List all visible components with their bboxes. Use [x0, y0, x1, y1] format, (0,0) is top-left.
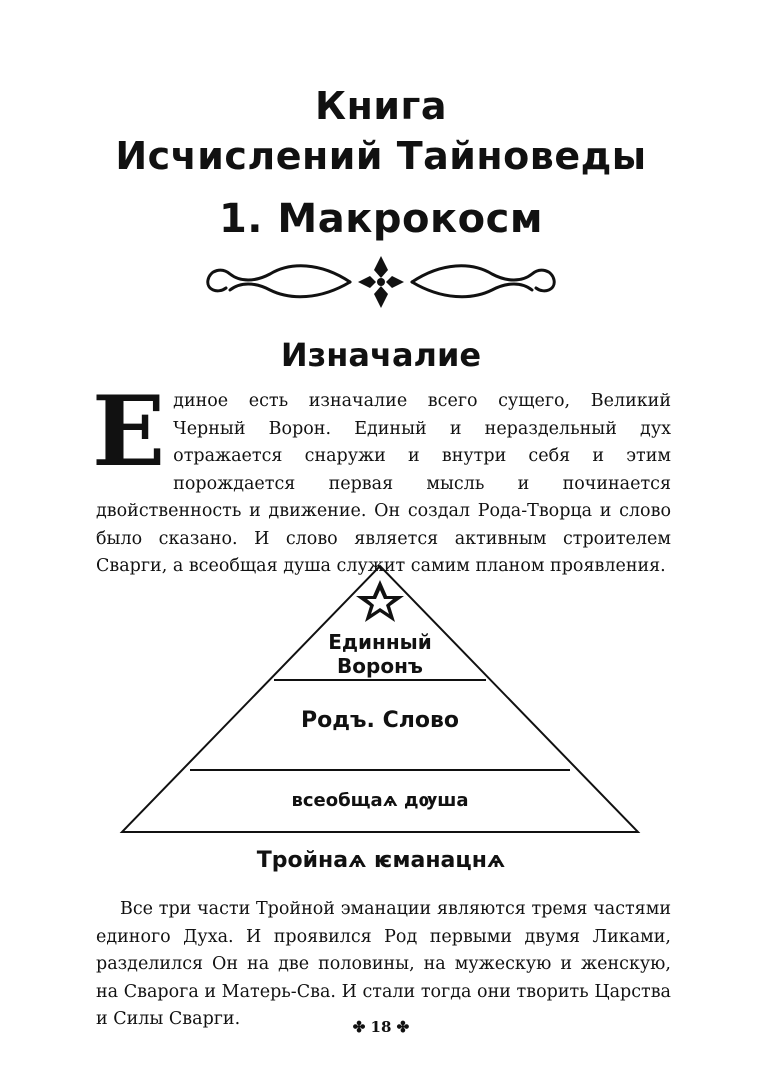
tier-label-top: Единный Воронъ: [328, 630, 432, 678]
closing-paragraph: Все три части Тройной эманации являются тремя частями единого Духа. И проявился Род первыми двумя Ликами, разделился Он на две половины, на мужескую и женскую, на Сварога и Матерь-Сва. И стали тогда они творить Царства и Силы Сварги.: [96, 899, 671, 1029]
tier-label-bottom: всеобщаѧ дѹша: [291, 790, 469, 811]
book-title-line1: Книга: [315, 84, 447, 128]
section-heading: Изначалие: [280, 336, 482, 374]
drop-cap: Е: [92, 375, 166, 488]
chapter-title: 1. Макрокосм: [218, 196, 544, 242]
star-icon: [356, 580, 404, 622]
page-number: ✤ 18 ✤: [352, 1018, 410, 1036]
intro-paragraph-text: диное есть изначалие всего сущего, Великий Черный Ворон. Единый и нераздельный дух отражается снаружи и внутри себя и этим порождается первая мысль и починается двойственность и движение. Он создал Рода-Творца и слово было сказано. И слово является активным строителем Сварги, а всеобщая душа служит самим планом проявления.: [96, 391, 671, 576]
intro-paragraph: [92, 375, 671, 581]
ornament-divider: [200, 252, 562, 312]
book-title-line2: Исчислений Тайноведы: [115, 134, 647, 178]
diagram-caption: Тройнаѧ ѥманацнѧ: [256, 848, 506, 873]
tier-label-middle: Родъ. Слово: [301, 708, 459, 733]
